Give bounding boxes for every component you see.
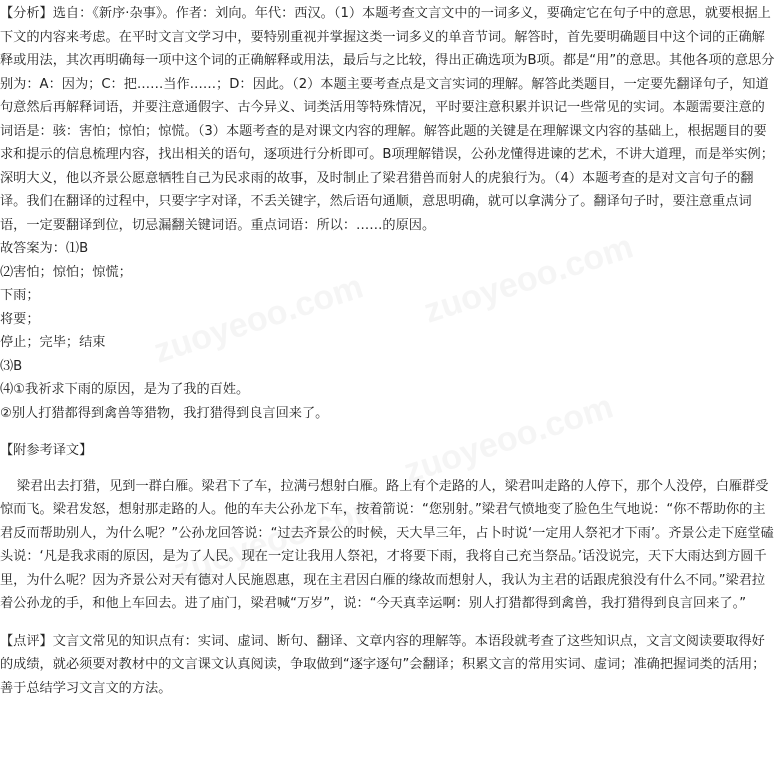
translation-heading: 【附参考译文】 xyxy=(0,443,93,458)
answer-line: 下雨； xyxy=(0,288,40,303)
watermark: zuoyeoo.com xyxy=(399,387,618,491)
analysis-paragraph: 【分析】选自：《新序·杂事》。作者：刘向。年代：西汉。（1）本题考查文言文中的一词多义，要确定它在句子中的意思，就要根据上下文的内容来考虑。在平时文言文学习中，要特别重视并掌握这类一词多义的单音节词。解答时，首先要明确题目中这个词的正确解释或用法，其次再明确每一项中这个词的正确解释或用法，最后与之比较，得出正确选项为B项。都是“用”的意思。其他各项的意思分别为：A：因为；C：把……当作……；D：因此。（2）本题主要考查点是文言实词的理解。解答此类题目，一定要先翻译句子，知道句意然后再解释词语，并要注意通假字、古今异义、词类活用等特殊情况，平时要注意积累并识记一些常见的实词。本题需要注意的词语是：骇：害怕；惊怕；惊慌。（3）本题考查的是对课文内容的理解。解答此题的关键是在理解课文内容的基础上，根据题目的要求和提示的信息梳理内容，找出相关的语句，逐项进行分析即可。B项理解错误，公孙龙懂得进谏的艺术，不讲大道理，而是举实例；深明大义，他以齐景公愿意牺牲自己为民求雨的故事，及时制止了梁君猎兽而射人的虎狼行为。（4）本题考查的是对文言句子的翻译。我们在翻译的过程中，只要字字对译，不丢关键字，然后语句通顺，意思明确，就可以拿满分了。翻译句子时，要注意重点词语，一定要翻译到位，切忌漏翻关键词语。重点词语：所以：……的原因。 xyxy=(0,6,775,233)
answer-line: ⑷①我祈求下雨的原因，是为了我的百姓。 xyxy=(0,382,250,397)
translation-paragraph: 梁君出去打猎，见到一群白雁。梁君下了车，拉满弓想射白雁。路上有个走路的人，梁君叫走路的人停下，那个人没停，白雁群受惊而飞。梁君发怒，想射那走路的人。他的车夫公孙龙下车，按着箭说：“您别射。”梁君气愤地变了脸色生气地说：“你不帮助你的主君反而帮助别人，为什么呢？”公孙龙回答说：“过去齐景公的时候，天大旱三年，占卜时说‘一定用人祭祀才下雨’。齐景公走下庭堂磕头说：‘凡是我求雨的原因，是为了人民。现在一定让我用人祭祀，才将要下雨，我将自己充当祭品。’话没说完，天下大雨达到方圆千里，为什么呢？因为齐景公对天有德对人民施恩惠，现在主君因白雁的缘故而想射人，我认为主君的话跟虎狼没有什么不同。”梁君拉着公孙龙的手，和他上车回去。进了庙门，梁君喊“万岁”，说：“今天真幸运啊：别人打猎都得到禽兽，我打猎得到良言回来了。” xyxy=(0,478,774,611)
answer-line: ⑵害怕；惊怕；惊慌； xyxy=(0,264,132,280)
answer-block xyxy=(0,237,776,425)
watermark: zuoyeoo.com xyxy=(169,487,388,591)
answer-line: ⑶B xyxy=(0,358,23,374)
watermark: zuoyeoo.com xyxy=(149,267,368,371)
answer-line: 故答案为：⑴B xyxy=(0,241,89,256)
answer-line: 将要； xyxy=(0,311,40,327)
watermark: zuoyeoo.com xyxy=(419,227,638,331)
answer-line: ②别人打猎都得到禽兽等猎物，我打猎得到良言回来了。 xyxy=(0,405,329,421)
review-paragraph: 【点评】文言文常见的知识点有：实词、虚词、断句、翻译、文章内容的理解等。本语段就考查了这些知识点，文言文阅读要取得好的成绩，就必须要对教材中的文言课文认真阅读，争取做到“逐字逐句”会翻译；积累文言的常用实词、虚词；准确把握词类的活用；善于总结学习文言文的方法。 xyxy=(0,633,766,696)
document-body xyxy=(0,2,776,700)
answer-line: 停止；完毕；结束 xyxy=(0,335,106,350)
